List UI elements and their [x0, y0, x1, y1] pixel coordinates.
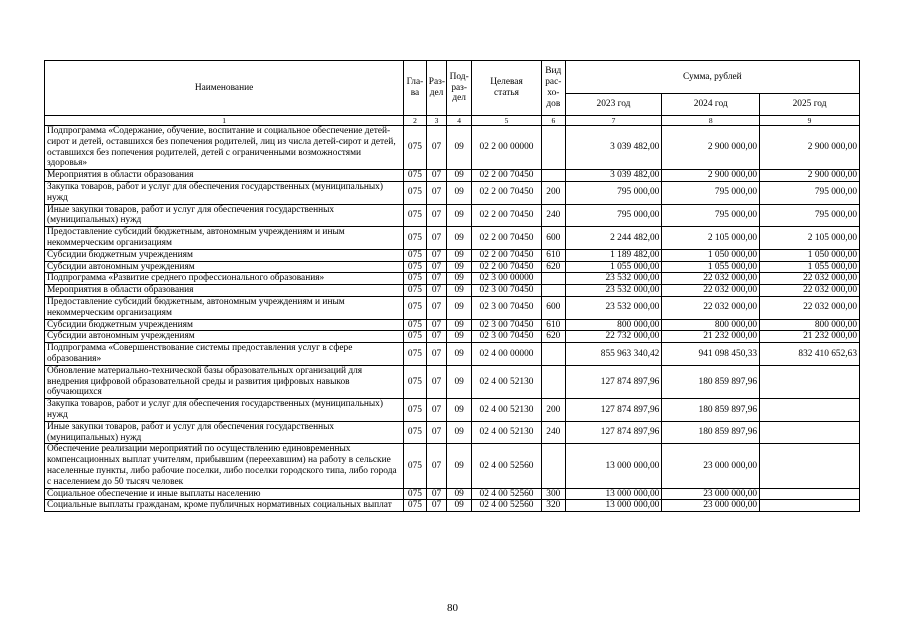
row-amount-2024: 2 900 000,00: [662, 126, 760, 170]
row-glava: 075: [404, 296, 427, 319]
row-razdel: 07: [426, 273, 447, 285]
row-amount-2024: 22 032 000,00: [662, 296, 760, 319]
header-vid: Вид рас- хо- дов: [541, 61, 565, 116]
row-vid: [541, 365, 565, 398]
row-glava: 075: [404, 227, 427, 250]
row-razdel: 07: [426, 170, 447, 182]
row-amount-2023: 1 189 482,00: [565, 249, 662, 261]
row-amount-2024: 795 000,00: [662, 204, 760, 227]
row-razdel: 07: [426, 500, 447, 512]
row-celevaya: 02 3 00 70450: [472, 285, 542, 297]
row-amount-2025: 795 000,00: [760, 181, 860, 204]
table-row: [45, 170, 860, 182]
table-row: [45, 319, 860, 331]
row-name: Мероприятия в области образования: [45, 285, 404, 297]
header-name: Наименование: [45, 61, 404, 116]
row-amount-2025: [760, 488, 860, 500]
row-name: Обеспечение реализации мероприятий по осуществлению единовременных компенсационных выплат учителям, прибывшим (переехавшим) на работу в сельские населенные пункты, либо рабочие поселки, либо поселки городского типа, либо города с населением до 50 тысяч человек: [45, 444, 404, 488]
table-row: [45, 273, 860, 285]
row-amount-2025: [760, 399, 860, 422]
row-vid: 240: [541, 421, 565, 444]
row-celevaya: 02 4 00 52560: [472, 500, 542, 512]
row-amount-2024: 800 000,00: [662, 319, 760, 331]
row-glava: 075: [404, 249, 427, 261]
row-amount-2024: 180 859 897,96: [662, 399, 760, 422]
table-row: [45, 126, 860, 170]
row-amount-2024: 1 050 000,00: [662, 249, 760, 261]
row-amount-2025: [760, 421, 860, 444]
table-row: [45, 343, 860, 366]
row-podrazdel: 09: [447, 285, 472, 297]
header-summa: Сумма, рублей: [565, 61, 859, 94]
row-glava: 075: [404, 126, 427, 170]
row-vid: 600: [541, 296, 565, 319]
row-amount-2024: 23 000 000,00: [662, 488, 760, 500]
row-amount-2023: 22 732 000,00: [565, 331, 662, 343]
row-razdel: 07: [426, 319, 447, 331]
row-name: Социальное обеспечение и иные выплаты населению: [45, 488, 404, 500]
table-row: [45, 365, 860, 398]
row-celevaya: 02 4 00 52130: [472, 399, 542, 422]
row-podrazdel: 09: [447, 181, 472, 204]
row-podrazdel: 09: [447, 365, 472, 398]
row-amount-2025: 2 900 000,00: [760, 126, 860, 170]
row-vid: [541, 273, 565, 285]
budget-table: [44, 60, 860, 512]
row-name: Мероприятия в области образования: [45, 170, 404, 182]
row-vid: [541, 170, 565, 182]
row-amount-2023: 3 039 482,00: [565, 126, 662, 170]
row-razdel: 07: [426, 285, 447, 297]
row-podrazdel: 09: [447, 421, 472, 444]
row-amount-2023: 13 000 000,00: [565, 488, 662, 500]
row-celevaya: 02 3 00 70450: [472, 319, 542, 331]
row-name: Подпрограмма «Содержание, обучение, воспитание и социальное обеспечение детей-сирот и детей, оставшихся без попечения родителей, лиц из числа детей-сирот и детей, оставшихся без попечения родителей, детей с ограниченными возможностями здоровья»: [45, 126, 404, 170]
row-vid: 610: [541, 319, 565, 331]
row-amount-2024: 22 032 000,00: [662, 285, 760, 297]
row-razdel: 07: [426, 444, 447, 488]
table-row: [45, 421, 860, 444]
row-razdel: 07: [426, 126, 447, 170]
column-number: 2: [404, 116, 427, 126]
column-number: 6: [541, 116, 565, 126]
row-name: Субсидии автономным учреждениям: [45, 261, 404, 273]
row-razdel: 07: [426, 488, 447, 500]
header-celevaya: Целевая статья: [472, 61, 542, 116]
row-glava: 075: [404, 319, 427, 331]
row-glava: 075: [404, 181, 427, 204]
column-number: 1: [45, 116, 404, 126]
row-glava: 075: [404, 365, 427, 398]
row-podrazdel: 09: [447, 204, 472, 227]
row-name: Предоставление субсидий бюджетным, автономным учреждениям и иным некоммерческим организациям: [45, 296, 404, 319]
row-amount-2023: 2 244 482,00: [565, 227, 662, 250]
row-amount-2023: 855 963 340,42: [565, 343, 662, 366]
row-amount-2023: 1 055 000,00: [565, 261, 662, 273]
row-celevaya: 02 4 00 52130: [472, 421, 542, 444]
row-name: Субсидии автономным учреждениям: [45, 331, 404, 343]
row-amount-2024: 21 232 000,00: [662, 331, 760, 343]
row-podrazdel: 09: [447, 227, 472, 250]
table-row: [45, 249, 860, 261]
header-podrazdel: Под- раз- дел: [447, 61, 472, 116]
row-amount-2023: 795 000,00: [565, 204, 662, 227]
row-amount-2023: 795 000,00: [565, 181, 662, 204]
row-amount-2025: [760, 500, 860, 512]
column-number: 5: [472, 116, 542, 126]
header-year-2024: 2024 год: [662, 94, 760, 116]
row-name: Закупка товаров, работ и услуг для обеспечения государственных (муниципальных) нужд: [45, 181, 404, 204]
row-amount-2023: 23 532 000,00: [565, 285, 662, 297]
row-vid: 200: [541, 181, 565, 204]
table-row: [45, 227, 860, 250]
row-glava: 075: [404, 204, 427, 227]
row-amount-2025: 21 232 000,00: [760, 331, 860, 343]
table-row: [45, 261, 860, 273]
row-podrazdel: 09: [447, 170, 472, 182]
row-podrazdel: 09: [447, 273, 472, 285]
row-celevaya: 02 2 00 00000: [472, 126, 542, 170]
row-razdel: 07: [426, 181, 447, 204]
row-amount-2025: 832 410 652,63: [760, 343, 860, 366]
page-number: 80: [447, 602, 458, 614]
row-podrazdel: 09: [447, 319, 472, 331]
header-year-2025: 2025 год: [760, 94, 860, 116]
row-amount-2025: 2 900 000,00: [760, 170, 860, 182]
column-numbers-row: [45, 116, 860, 126]
row-vid: 620: [541, 261, 565, 273]
row-amount-2025: 800 000,00: [760, 319, 860, 331]
row-razdel: 07: [426, 365, 447, 398]
row-vid: 320: [541, 500, 565, 512]
row-amount-2024: 941 098 450,33: [662, 343, 760, 366]
table-row: [45, 488, 860, 500]
row-name: Субсидии бюджетным учреждениям: [45, 249, 404, 261]
row-celevaya: 02 2 00 70450: [472, 170, 542, 182]
column-number: 3: [426, 116, 447, 126]
row-amount-2025: 22 032 000,00: [760, 285, 860, 297]
row-celevaya: 02 3 00 00000: [472, 273, 542, 285]
row-celevaya: 02 2 00 70450: [472, 249, 542, 261]
row-razdel: 07: [426, 249, 447, 261]
row-vid: [541, 126, 565, 170]
row-podrazdel: 09: [447, 500, 472, 512]
row-amount-2023: 127 874 897,96: [565, 365, 662, 398]
row-glava: 075: [404, 343, 427, 366]
row-amount-2023: 23 532 000,00: [565, 273, 662, 285]
header-glava: Гла- ва: [404, 61, 427, 116]
row-vid: 300: [541, 488, 565, 500]
row-glava: 075: [404, 170, 427, 182]
row-celevaya: 02 4 00 52130: [472, 365, 542, 398]
row-vid: 610: [541, 249, 565, 261]
header-year-2023: 2023 год: [565, 94, 662, 116]
row-razdel: 07: [426, 421, 447, 444]
table-row: [45, 296, 860, 319]
row-podrazdel: 09: [447, 126, 472, 170]
row-amount-2024: 180 859 897,96: [662, 365, 760, 398]
row-celevaya: 02 2 00 70450: [472, 227, 542, 250]
row-celevaya: 02 2 00 70450: [472, 181, 542, 204]
table-row: [45, 500, 860, 512]
row-celevaya: 02 3 00 70450: [472, 331, 542, 343]
column-number: 8: [662, 116, 760, 126]
row-amount-2024: 22 032 000,00: [662, 273, 760, 285]
row-razdel: 07: [426, 343, 447, 366]
row-razdel: 07: [426, 204, 447, 227]
row-amount-2025: [760, 365, 860, 398]
row-amount-2023: 13 000 000,00: [565, 444, 662, 488]
row-podrazdel: 09: [447, 249, 472, 261]
row-razdel: 07: [426, 296, 447, 319]
row-razdel: 07: [426, 331, 447, 343]
row-podrazdel: 09: [447, 331, 472, 343]
row-amount-2023: 13 000 000,00: [565, 500, 662, 512]
row-glava: 075: [404, 273, 427, 285]
row-amount-2024: 23 000 000,00: [662, 444, 760, 488]
column-number: 7: [565, 116, 662, 126]
table-row: [45, 204, 860, 227]
table-body: [45, 126, 860, 512]
row-podrazdel: 09: [447, 261, 472, 273]
header-razdel: Раз- дел: [426, 61, 447, 116]
row-amount-2025: 1 050 000,00: [760, 249, 860, 261]
row-amount-2025: 22 032 000,00: [760, 273, 860, 285]
row-podrazdel: 09: [447, 444, 472, 488]
column-number: 9: [760, 116, 860, 126]
row-name: Подпрограмма «Совершенствование системы предоставления услуг в сфере образования»: [45, 343, 404, 366]
row-vid: [541, 285, 565, 297]
row-razdel: 07: [426, 399, 447, 422]
row-amount-2023: 127 874 897,96: [565, 399, 662, 422]
row-name: Иные закупки товаров, работ и услуг для обеспечения государственных (муниципальных) нужд: [45, 421, 404, 444]
row-amount-2023: 23 532 000,00: [565, 296, 662, 319]
row-glava: 075: [404, 331, 427, 343]
row-razdel: 07: [426, 261, 447, 273]
row-name: Социальные выплаты гражданам, кроме публичных нормативных социальных выплат: [45, 500, 404, 512]
column-number: 4: [447, 116, 472, 126]
row-celevaya: 02 2 00 70450: [472, 261, 542, 273]
row-podrazdel: 09: [447, 399, 472, 422]
row-vid: [541, 444, 565, 488]
row-name: Иные закупки товаров, работ и услуг для обеспечения государственных (муниципальных) нужд: [45, 204, 404, 227]
row-vid: [541, 343, 565, 366]
table-row: [45, 181, 860, 204]
row-amount-2025: 2 105 000,00: [760, 227, 860, 250]
row-podrazdel: 09: [447, 488, 472, 500]
table-row: [45, 285, 860, 297]
row-vid: 240: [541, 204, 565, 227]
row-name: Обновление материально-технической базы образовательных организаций для внедрения цифровой образовательной среды и развития цифровых навыков обучающихся: [45, 365, 404, 398]
row-glava: 075: [404, 399, 427, 422]
row-amount-2024: 2 105 000,00: [662, 227, 760, 250]
row-celevaya: 02 4 00 52560: [472, 444, 542, 488]
row-name: Субсидии бюджетным учреждениям: [45, 319, 404, 331]
row-vid: 620: [541, 331, 565, 343]
row-amount-2024: 180 859 897,96: [662, 421, 760, 444]
row-podrazdel: 09: [447, 296, 472, 319]
row-name: Предоставление субсидий бюджетным, автономным учреждениям и иным некоммерческим организациям: [45, 227, 404, 250]
row-glava: 075: [404, 444, 427, 488]
row-amount-2025: 1 055 000,00: [760, 261, 860, 273]
table-row: [45, 331, 860, 343]
table-row: [45, 399, 860, 422]
row-glava: 075: [404, 285, 427, 297]
row-glava: 075: [404, 500, 427, 512]
row-celevaya: 02 4 00 52560: [472, 488, 542, 500]
row-name: Подпрограмма «Развитие среднего профессионального образования»: [45, 273, 404, 285]
row-razdel: 07: [426, 227, 447, 250]
row-amount-2024: 23 000 000,00: [662, 500, 760, 512]
row-podrazdel: 09: [447, 343, 472, 366]
row-amount-2025: [760, 444, 860, 488]
row-amount-2023: 127 874 897,96: [565, 421, 662, 444]
row-glava: 075: [404, 261, 427, 273]
row-amount-2024: 1 055 000,00: [662, 261, 760, 273]
row-celevaya: 02 3 00 70450: [472, 296, 542, 319]
row-name: Закупка товаров, работ и услуг для обеспечения государственных (муниципальных) нужд: [45, 399, 404, 422]
row-celevaya: 02 2 00 70450: [472, 204, 542, 227]
table-row: [45, 444, 860, 488]
row-glava: 075: [404, 488, 427, 500]
row-amount-2023: 800 000,00: [565, 319, 662, 331]
row-celevaya: 02 4 00 00000: [472, 343, 542, 366]
row-amount-2025: 22 032 000,00: [760, 296, 860, 319]
row-amount-2024: 795 000,00: [662, 181, 760, 204]
row-vid: 600: [541, 227, 565, 250]
row-vid: 200: [541, 399, 565, 422]
row-amount-2024: 2 900 000,00: [662, 170, 760, 182]
row-amount-2025: 795 000,00: [760, 204, 860, 227]
row-amount-2023: 3 039 482,00: [565, 170, 662, 182]
row-glava: 075: [404, 421, 427, 444]
